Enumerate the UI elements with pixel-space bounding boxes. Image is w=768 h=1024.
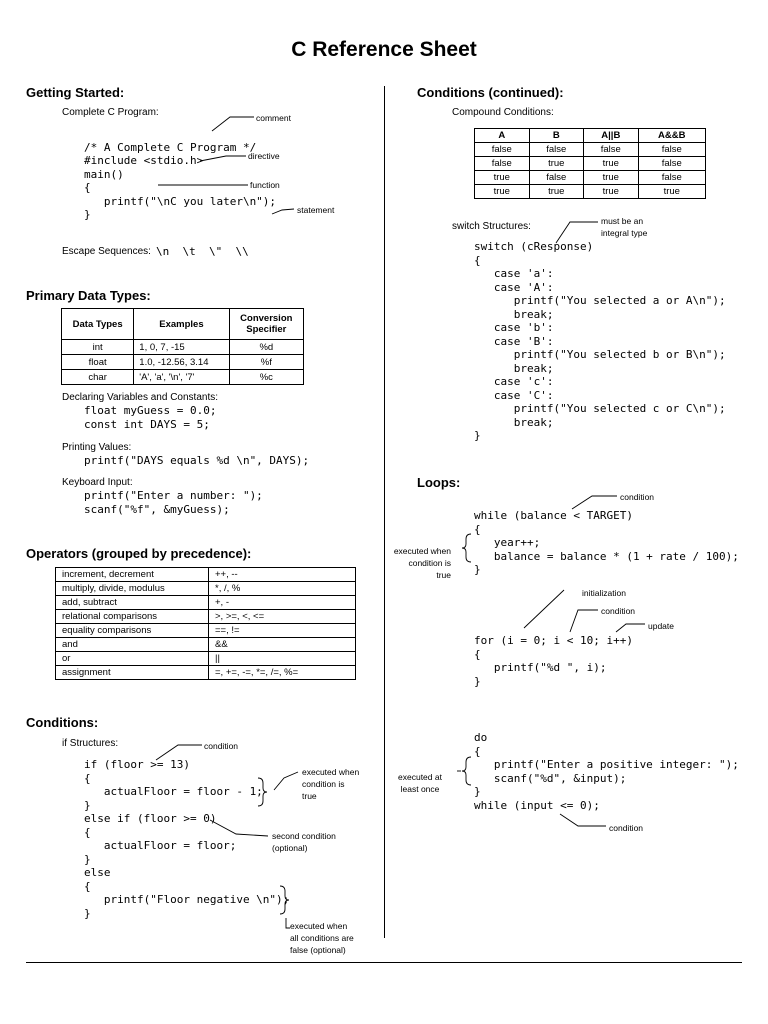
code-line: break; bbox=[474, 415, 554, 429]
note-initialization: initialization bbox=[582, 588, 626, 598]
if-code bbox=[84, 758, 289, 920]
escape-values: \n \t \" \\ bbox=[156, 245, 249, 258]
table-cell: false bbox=[638, 171, 705, 185]
table-cell: false bbox=[638, 157, 705, 171]
table-row bbox=[56, 610, 356, 624]
conditions-continued-heading: Conditions (continued): bbox=[417, 85, 564, 100]
table-cell: true bbox=[584, 157, 639, 171]
code-line: switch (cResponse) bbox=[474, 240, 594, 253]
code-line: { bbox=[474, 522, 481, 536]
note-comment: comment bbox=[256, 113, 291, 123]
code-line: printf("You selected c or C\n"); bbox=[474, 402, 726, 415]
code-line: printf("You selected a or A\n"); bbox=[474, 294, 726, 307]
note-line: executed at bbox=[398, 772, 442, 782]
code-line: { bbox=[474, 744, 481, 758]
do-code bbox=[474, 731, 739, 812]
code-line: case 'B': bbox=[474, 334, 554, 348]
code-line: { bbox=[474, 647, 481, 661]
table-cell: %f bbox=[229, 355, 303, 370]
note-for-condition: condition bbox=[601, 606, 636, 616]
note-statement: statement bbox=[297, 205, 335, 215]
note-line: true bbox=[436, 570, 451, 580]
note-line: (optional) bbox=[272, 843, 308, 853]
code-line: } bbox=[84, 906, 91, 920]
table-cell: >, >=, <, <= bbox=[209, 610, 356, 624]
data-types-table bbox=[61, 308, 304, 385]
brace bbox=[462, 757, 471, 785]
code-line: do bbox=[474, 731, 488, 744]
note-line: second condition bbox=[272, 831, 336, 841]
table-cell: int bbox=[62, 340, 134, 355]
code-line: { bbox=[84, 825, 91, 839]
table-row bbox=[56, 666, 356, 680]
code-line: } bbox=[474, 563, 481, 576]
code-line: case 'a': bbox=[474, 267, 554, 280]
operators-heading: Operators (grouped by precedence): bbox=[26, 546, 252, 561]
table-header: Examples bbox=[134, 309, 229, 340]
table-cell: false bbox=[638, 143, 705, 157]
code-line: actualFloor = floor; bbox=[84, 839, 237, 852]
table-cell: increment, decrement bbox=[56, 568, 209, 582]
table-row bbox=[56, 568, 356, 582]
code-line: printf("Enter a positive integer: "); bbox=[474, 758, 739, 771]
table-header: A&&B bbox=[638, 129, 705, 143]
column-divider bbox=[384, 86, 385, 938]
table-cell: ++, -- bbox=[209, 568, 356, 582]
table-cell: true bbox=[529, 185, 584, 199]
keyboard-label: Keyboard Input: bbox=[62, 477, 133, 488]
code-line: } bbox=[474, 429, 481, 442]
table-cell: %d bbox=[229, 340, 303, 355]
note-executed-false bbox=[290, 920, 354, 956]
code-line: } bbox=[84, 852, 91, 866]
table-row bbox=[56, 596, 356, 610]
leader-line bbox=[616, 624, 645, 632]
note-line: integral type bbox=[601, 228, 648, 238]
note-while-condition: condition bbox=[620, 492, 655, 502]
table-row bbox=[56, 652, 356, 666]
note-line: executed when bbox=[290, 921, 348, 931]
table-cell: *, /, % bbox=[209, 582, 356, 596]
note-line: true bbox=[302, 791, 317, 801]
code-line: printf("You selected b or B\n"); bbox=[474, 348, 726, 361]
code-line: printf("Enter a number: "); bbox=[84, 489, 263, 502]
compound-conditions-label: Compound Conditions: bbox=[452, 107, 554, 118]
code-line: printf("DAYS equals %d \n", DAYS); bbox=[84, 454, 310, 467]
leader-line bbox=[572, 496, 617, 509]
table-cell: true bbox=[529, 157, 584, 171]
table-cell: 1.0, -12.56, 3.14 bbox=[134, 355, 229, 370]
note-do-executed bbox=[392, 771, 448, 795]
note-second-condition bbox=[272, 830, 336, 854]
table-row bbox=[62, 370, 304, 385]
code-line: else bbox=[84, 866, 111, 879]
table-cell: +, - bbox=[209, 596, 356, 610]
code-line: printf("\nC you later\n"); bbox=[84, 194, 277, 208]
code-line: /* A Complete C Program */ bbox=[84, 140, 257, 154]
code-line: year++; bbox=[474, 536, 541, 549]
code-line: printf("%d ", i); bbox=[474, 661, 607, 674]
table-cell: false bbox=[475, 143, 530, 157]
declaring-label: Declaring Variables and Constants: bbox=[62, 392, 219, 403]
note-integral-type bbox=[601, 215, 647, 239]
code-line: main() bbox=[84, 167, 124, 181]
operators-table bbox=[55, 567, 356, 680]
table-cell: float bbox=[62, 355, 134, 370]
table-header: Data Types bbox=[62, 309, 134, 340]
conditions-heading: Conditions: bbox=[26, 715, 99, 730]
code-line: case 'b': bbox=[474, 321, 554, 334]
table-cell: && bbox=[209, 638, 356, 652]
code-line: while (balance < TARGET) bbox=[474, 509, 633, 522]
code-line: balance = balance * (1 + rate / 100); bbox=[474, 549, 739, 563]
code-line: scanf("%d", &input); bbox=[474, 771, 627, 785]
table-cell: add, subtract bbox=[56, 596, 209, 610]
getting-started-heading: Getting Started: bbox=[26, 85, 125, 100]
table-cell: false bbox=[475, 157, 530, 171]
code-line: } bbox=[84, 798, 91, 812]
code-line: { bbox=[84, 181, 91, 194]
code-line: { bbox=[84, 879, 91, 893]
leader-line bbox=[560, 814, 606, 826]
note-line: executed when bbox=[302, 767, 360, 777]
printing-code bbox=[84, 454, 309, 468]
code-line: break; bbox=[474, 307, 554, 321]
switch-code bbox=[474, 240, 726, 443]
keyboard-code bbox=[84, 489, 263, 516]
complete-program-code bbox=[84, 127, 276, 222]
code-line: if (floor >= 13) bbox=[84, 758, 190, 771]
table-row bbox=[62, 340, 304, 355]
page-title: C Reference Sheet bbox=[291, 38, 477, 61]
code-line: case 'c': bbox=[474, 375, 554, 388]
table-cell: 'A', 'a', '\n', '7' bbox=[134, 370, 229, 385]
code-line: } bbox=[474, 785, 481, 798]
code-line: scanf("%f", &myGuess); bbox=[84, 502, 230, 516]
table-cell: or bbox=[56, 652, 209, 666]
note-update: update bbox=[648, 621, 674, 631]
code-line: #include <stdio.h> bbox=[84, 154, 204, 167]
code-line: else if (floor >= 0) bbox=[84, 812, 217, 825]
table-cell: || bbox=[209, 652, 356, 666]
table-row bbox=[475, 171, 706, 185]
note-line: must be an bbox=[601, 216, 644, 226]
bottom-rule bbox=[26, 962, 742, 963]
table-cell: true bbox=[638, 185, 705, 199]
code-line: { bbox=[474, 253, 481, 267]
for-code bbox=[474, 634, 633, 688]
table-cell: false bbox=[529, 143, 584, 157]
table-cell: multiply, divide, modulus bbox=[56, 582, 209, 596]
table-cell: assignment bbox=[56, 666, 209, 680]
truth-table bbox=[474, 128, 706, 199]
brace bbox=[462, 534, 471, 562]
table-cell: %c bbox=[229, 370, 303, 385]
code-line: printf("Floor negative \n"); bbox=[84, 893, 290, 906]
code-line: break; bbox=[474, 361, 554, 375]
note-line: least once bbox=[400, 784, 440, 794]
table-row bbox=[56, 624, 356, 638]
note-line: all conditions are bbox=[290, 933, 354, 943]
table-row bbox=[475, 157, 706, 171]
code-line: } bbox=[474, 674, 481, 688]
table-row bbox=[475, 143, 706, 157]
code-line: const int DAYS = 5; bbox=[84, 417, 210, 431]
switch-structures-label: switch Structures: bbox=[452, 221, 531, 232]
note-executed-true bbox=[302, 766, 359, 802]
primary-types-heading: Primary Data Types: bbox=[26, 288, 151, 303]
table-cell: and bbox=[56, 638, 209, 652]
table-row bbox=[56, 638, 356, 652]
table-cell: relational comparisons bbox=[56, 610, 209, 624]
table-cell: ==, != bbox=[209, 624, 356, 638]
note-while-executed bbox=[387, 545, 451, 581]
code-line: } bbox=[84, 208, 91, 221]
table-cell: false bbox=[584, 143, 639, 157]
note-line: executed when bbox=[393, 546, 451, 556]
table-row bbox=[475, 185, 706, 199]
printing-label: Printing Values: bbox=[62, 442, 132, 453]
note-line: condition is bbox=[408, 558, 451, 568]
note-function: function bbox=[250, 180, 280, 190]
if-structures-label: if Structures: bbox=[62, 738, 119, 749]
code-line: actualFloor = floor - 1; bbox=[84, 785, 263, 798]
table-cell: false bbox=[529, 171, 584, 185]
code-line: for (i = 0; i < 10; i++) bbox=[474, 634, 633, 647]
table-cell: 1, 0, 7, -15 bbox=[134, 340, 229, 355]
table-cell: char bbox=[62, 370, 134, 385]
code-line: case 'C': bbox=[474, 388, 554, 402]
table-header: B bbox=[529, 129, 584, 143]
table-cell: true bbox=[584, 171, 639, 185]
note-condition: condition bbox=[204, 741, 239, 751]
while-code bbox=[474, 509, 739, 577]
table-cell: true bbox=[475, 171, 530, 185]
note-directive: directive bbox=[248, 151, 280, 161]
leader-line bbox=[524, 590, 564, 628]
complete-program-label: Complete C Program: bbox=[62, 107, 159, 118]
declaring-code bbox=[84, 404, 216, 431]
note-line: false (optional) bbox=[290, 945, 346, 955]
table-row bbox=[62, 355, 304, 370]
code-line: while (input <= 0); bbox=[474, 798, 600, 812]
table-cell: true bbox=[475, 185, 530, 199]
table-row bbox=[56, 582, 356, 596]
table-cell: true bbox=[584, 185, 639, 199]
code-line: float myGuess = 0.0; bbox=[84, 404, 217, 417]
table-cell: equality comparisons bbox=[56, 624, 209, 638]
note-do-condition: condition bbox=[609, 823, 644, 833]
code-line: case 'A': bbox=[474, 280, 554, 294]
table-header: Conversion Specifier bbox=[229, 309, 303, 340]
code-line: { bbox=[84, 771, 91, 785]
table-header: A||B bbox=[584, 129, 639, 143]
leader-line bbox=[570, 610, 598, 632]
loops-heading: Loops: bbox=[417, 475, 461, 490]
table-cell: =, +=, -=, *=, /=, %= bbox=[209, 666, 356, 680]
escape-label: Escape Sequences: bbox=[62, 246, 151, 257]
note-line: condition is bbox=[302, 779, 345, 789]
table-header: A bbox=[475, 129, 530, 143]
